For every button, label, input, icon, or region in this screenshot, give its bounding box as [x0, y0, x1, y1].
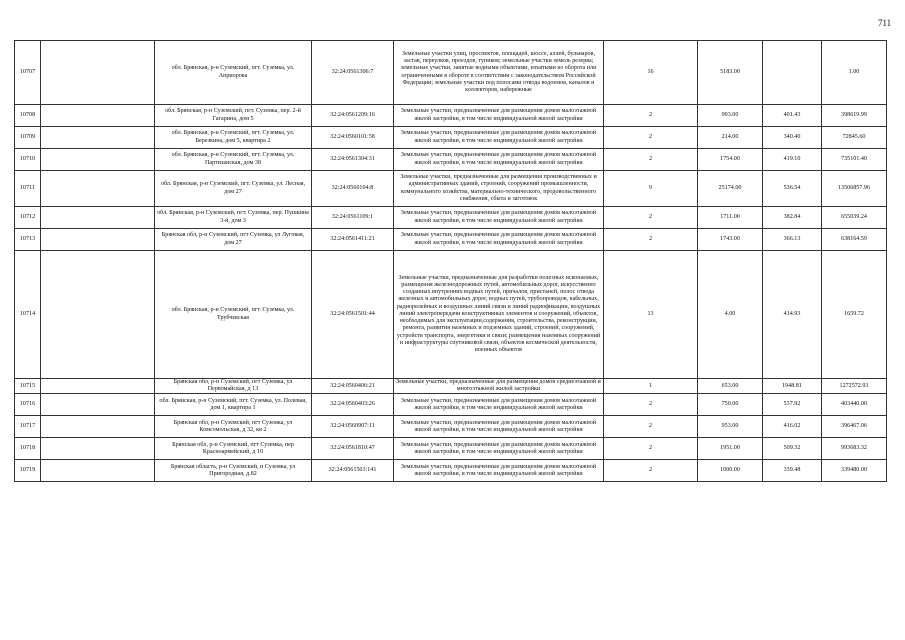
area-cell: 953.00 [698, 416, 763, 438]
land-use-cell: Земельные участки, предназначенные для разработки полезных ископаемых, размещения железнодорожных путей, автомобильных дорог, искусственно созданных внутренних водных путей, причалов, пристаней, полос отвода железных и автомобильных дорог, водных путей, трубопроводов, кабельных, радиорелейных и воздушных линий связи и линий радиофикации, воздушных линий электропередачи конструктивных элементов и сооружений, объектов, необходимых для эксплуатации,содержания, строительства, реконструкции, ремонта, развития наземных и подземных зданий, строений, сооружений, устройств транспорта, энергетики и связи; размещения наземных сооружений и инфраструктуры спутниковой связи, объектов космической деятельности, военных объектов [394, 251, 604, 379]
cadastral-value-cell: 1659.72 [822, 251, 887, 379]
row-number: 10717 [15, 416, 41, 438]
area-cell: 4.00 [698, 251, 763, 379]
row-number: 10708 [15, 105, 41, 127]
area-cell: 5183.00 [698, 41, 763, 105]
address-cell: обл. Брянская, р-н Суземский, пгт. Суземка, ул. Трубчевская [155, 251, 312, 379]
specific-value-cell: 340.40 [763, 127, 822, 149]
cadastral-number-cell: 32:24:0561503:141 [312, 460, 394, 482]
table-row [15, 394, 887, 416]
area-cell: 1711.00 [698, 207, 763, 229]
address-cell: обл. Брянская, р-н Суземский, пгт. Суземка, ул. Априорова [155, 41, 312, 105]
use-group-cell: 2 [604, 207, 698, 229]
blank-cell [41, 41, 155, 105]
table-row [15, 460, 887, 482]
address-cell: обл. Брянская, р-н Суземский, пгт. Суземка, ул. Березкина, дом 5, квартира 2 [155, 127, 312, 149]
table-row [15, 171, 887, 207]
land-use-cell: Земельные участки, предназначенные для размещения домов малоэтажной жилой застройки, в том числе индивидуальной жилой застройки [394, 438, 604, 460]
row-number: 10716 [15, 394, 41, 416]
blank-cell [41, 438, 155, 460]
use-group-cell: 2 [604, 394, 698, 416]
specific-value-cell [763, 41, 822, 105]
blank-cell [41, 460, 155, 482]
blank-cell [41, 171, 155, 207]
address-cell: обл. Брянская, р-н Суземский, пгт. Суземка, ул. Партизанская, дом 38 [155, 149, 312, 171]
use-group-cell: 9 [604, 171, 698, 207]
blank-cell [41, 251, 155, 379]
cadastral-number-cell: 32:24:0561810:47 [312, 438, 394, 460]
cadastral-number-cell: 32:24:0560406:21 [312, 379, 394, 394]
use-group-cell: 2 [604, 105, 698, 127]
specific-value-cell: 366.13 [763, 229, 822, 251]
row-number: 10713 [15, 229, 41, 251]
area-cell: 1743.00 [698, 229, 763, 251]
land-use-cell: Земельные участки, предназначенные для размещения домов малоэтажной жилой застройки, в том числе индивидуальной жилой застройки [394, 207, 604, 229]
use-group-cell: 1 [604, 379, 698, 394]
specific-value-cell: 414.93 [763, 251, 822, 379]
use-group-cell: 2 [604, 229, 698, 251]
cadastral-number-cell: 32:24:0561501:44 [312, 251, 394, 379]
row-number: 10712 [15, 207, 41, 229]
cadastral-number-cell: 32:24:0560403:26 [312, 394, 394, 416]
use-group-cell: 2 [604, 438, 698, 460]
land-use-cell: Земельные участки, предназначенные для размещения производственных и административных зданий, строений, сооружений промышленности, коммунального хозяйства, материально-технического, продовольственного снабжения, сбыта и заготовок [394, 171, 604, 207]
land-use-cell: Земельные участки, предназначенные для размещения домов малоэтажной жилой застройки, в том числе индивидуальной жилой застройки [394, 105, 604, 127]
use-group-cell: 2 [604, 127, 698, 149]
use-group-cell: 16 [604, 41, 698, 105]
cadastral-value-cell: 403440.00 [822, 394, 887, 416]
cadastral-number-cell: 32:24:0561209:16 [312, 105, 394, 127]
area-cell: 993.00 [698, 105, 763, 127]
address-cell: Брянская область, р-н Суземский, п Суземка, ул Пригородная, д.82 [155, 460, 312, 482]
cadastral-number-cell: 32:24:0560101:58 [312, 127, 394, 149]
land-use-cell: Земельные участки, предназначенные для размещения домов малоэтажной жилой застройки, в том числе индивидуальной жилой застройки [394, 394, 604, 416]
address-cell: обл. Брянская, р-н Суземский, пгт. Суземка, пер. Пушкина 3-й, дом 3 [155, 207, 312, 229]
cadastral-value-cell: 72845.60 [822, 127, 887, 149]
table-row [15, 379, 887, 394]
table-row [15, 127, 887, 149]
address-cell: Брянская обл, р-н Суземский, пгт Суземка, ул Луговая, дом 27 [155, 229, 312, 251]
area-cell: 1754.00 [698, 149, 763, 171]
cadastral-value-cell: 1272572.93 [822, 379, 887, 394]
specific-value-cell: 401.43 [763, 105, 822, 127]
table-row [15, 416, 887, 438]
address-cell: Брянская обл, р-н Суземский, пгт Суземка, ул Комсомольская, д 32, кв 2 [155, 416, 312, 438]
blank-cell [41, 416, 155, 438]
specific-value-cell: 537.92 [763, 394, 822, 416]
table-row [15, 41, 887, 105]
specific-value-cell: 382.84 [763, 207, 822, 229]
cadastral-value-cell: 398619.99 [822, 105, 887, 127]
specific-value-cell: 509.32 [763, 438, 822, 460]
blank-cell [41, 379, 155, 394]
table-row [15, 105, 887, 127]
blank-cell [41, 105, 155, 127]
use-group-cell: 2 [604, 149, 698, 171]
table-row [15, 438, 887, 460]
cadastral-number-cell: 32:24:0560907:11 [312, 416, 394, 438]
land-use-cell: Земельные участки, предназначенные для размещения домов малоэтажной жилой застройки, в том числе индивидуальной жилой застройки [394, 460, 604, 482]
row-number: 10707 [15, 41, 41, 105]
cadastral-number-cell: 32:24:0561306:7 [312, 41, 394, 105]
cadastral-number-cell: 32:24:0561109:1 [312, 207, 394, 229]
cadastral-number-cell: 32:24:0561304:31 [312, 149, 394, 171]
cadastral-value-cell: 655039.24 [822, 207, 887, 229]
address-cell: Брянская обл, р-н Суземский, пгт Суземка, ул Первомайская, д 13 [155, 379, 312, 394]
page-number: 711 [878, 18, 892, 28]
cadastral-value-cell: 339480.00 [822, 460, 887, 482]
land-use-cell: Земельные участки, предназначенные для размещения домов малоэтажной жилой застройки, в том числе индивидуальной жилой застройки [394, 229, 604, 251]
land-use-cell: Земельные участки улиц, проспектов, площадей, шоссе, аллей, бульваров, застав, переулков, проездов, тупиков; земельные участки земель резерва; земельные участки, занятые водными объектами, изъятыми из оборота или ограниченными в обороте в соответствии с законодательством Российской Федерации; земельные участки под полосами отвода водоемов, каналов и коллекторов, набережные [394, 41, 604, 105]
address-cell: обл. Брянская, р-н Суземский, пгт. Суземка, ул. Лесная, дом 27 [155, 171, 312, 207]
cadastral-value-cell: 735101.40 [822, 149, 887, 171]
specific-value-cell: 416.02 [763, 416, 822, 438]
cadastral-value-cell: 396467.06 [822, 416, 887, 438]
use-group-cell: 13 [604, 251, 698, 379]
address-cell: обл. Брянская, р-н Суземский, пгт. Суземка, ул. Полевая, дом 1, квартира 1 [155, 394, 312, 416]
blank-cell [41, 149, 155, 171]
land-use-cell: Земельные участки, предназначенные для размещения домов среднеэтажной и многоэтажной жилой застройки [394, 379, 604, 394]
area-cell: 25174.00 [698, 171, 763, 207]
area-cell: 214.00 [698, 127, 763, 149]
table-row [15, 229, 887, 251]
blank-cell [41, 394, 155, 416]
blank-cell [41, 127, 155, 149]
use-group-cell: 2 [604, 460, 698, 482]
specific-value-cell: 1948.81 [763, 379, 822, 394]
row-number: 10714 [15, 251, 41, 379]
row-number: 10711 [15, 171, 41, 207]
blank-cell [41, 229, 155, 251]
address-cell: Брянская обл, р-н Суземский, пгт Суземка, пер Красноармейский, д 10 [155, 438, 312, 460]
blank-cell [41, 207, 155, 229]
row-number: 10710 [15, 149, 41, 171]
specific-value-cell: 419.10 [763, 149, 822, 171]
table-row [15, 251, 887, 379]
table-row [15, 149, 887, 171]
cadastral-number-cell: 32:24:0561411:21 [312, 229, 394, 251]
area-cell: 1951.00 [698, 438, 763, 460]
row-number: 10715 [15, 379, 41, 394]
area-cell: 653.00 [698, 379, 763, 394]
cadastral-number-cell: 32:24:0560104:8 [312, 171, 394, 207]
area-cell: 750.00 [698, 394, 763, 416]
cadastral-value-cell: 1.00 [822, 41, 887, 105]
area-cell: 1000.00 [698, 460, 763, 482]
land-use-cell: Земельные участки, предназначенные для размещения домов малоэтажной жилой застройки, в том числе индивидуальной жилой застройки [394, 149, 604, 171]
specific-value-cell: 339.48 [763, 460, 822, 482]
table-row [15, 207, 887, 229]
cadastral-value-table [14, 40, 887, 482]
cadastral-value-cell: 13506857.96 [822, 171, 887, 207]
land-use-cell: Земельные участки, предназначенные для размещения домов малоэтажной жилой застройки, в том числе индивидуальной жилой застройки [394, 416, 604, 438]
use-group-cell: 2 [604, 416, 698, 438]
row-number: 10718 [15, 438, 41, 460]
row-number: 10719 [15, 460, 41, 482]
specific-value-cell: 536.54 [763, 171, 822, 207]
address-cell: обл. Брянская, р-н Суземский, пгт. Суземка, пер. 2-й Гагарина, дом 5 [155, 105, 312, 127]
row-number: 10709 [15, 127, 41, 149]
cadastral-value-cell: 638164.59 [822, 229, 887, 251]
land-use-cell: Земельные участки, предназначенные для размещения домов малоэтажной жилой застройки, в том числе индивидуальной жилой застройки [394, 127, 604, 149]
cadastral-value-cell: 993683.32 [822, 438, 887, 460]
